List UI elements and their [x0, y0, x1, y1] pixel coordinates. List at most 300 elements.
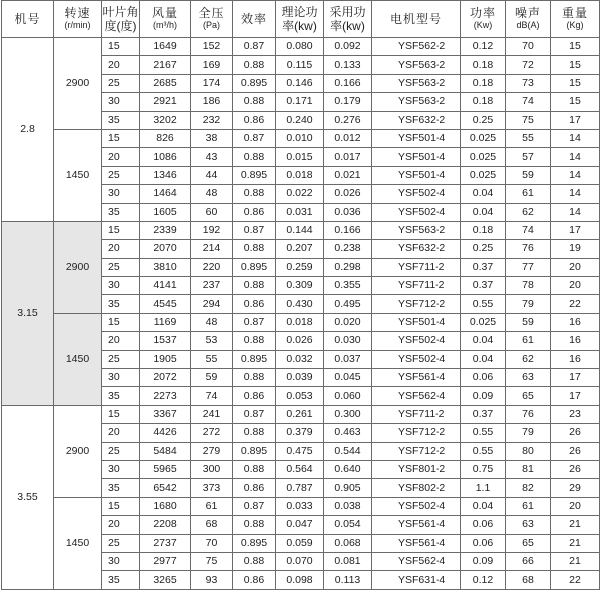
theoretical-power-cell: 0.018: [276, 166, 324, 184]
power-cell: 0.025: [461, 313, 506, 331]
noise-cell: 61: [506, 332, 551, 350]
blade-angle-cell: 35: [102, 111, 140, 129]
blade-angle-cell: 20: [102, 516, 140, 534]
efficiency-cell: 0.87: [233, 497, 276, 515]
air-volume-cell: 1649: [140, 38, 191, 56]
blade-angle-cell: 15: [102, 405, 140, 423]
adopted-power-cell: 0.495: [324, 295, 372, 313]
theoretical-power-cell: 0.032: [276, 350, 324, 368]
header-unit: (Kw): [473, 19, 493, 30]
efficiency-cell: 0.86: [233, 111, 276, 129]
motor-model-cell: YSF563-2: [372, 221, 461, 239]
adopted-power-cell: 0.300: [324, 405, 372, 423]
efficiency-cell: 0.87: [233, 405, 276, 423]
weight-cell: 17: [551, 111, 600, 129]
power-cell: 0.06: [461, 534, 506, 552]
header-unit: (m³/h): [153, 19, 177, 30]
noise-cell: 77: [506, 258, 551, 276]
blade-angle-cell: 25: [102, 74, 140, 92]
air-volume-cell: 1346: [140, 166, 191, 184]
adopted-power-cell: 0.068: [324, 534, 372, 552]
power-cell: 0.025: [461, 129, 506, 147]
total-pressure-cell: 59: [191, 369, 233, 387]
power-cell: 0.09: [461, 387, 506, 405]
motor-model-cell: YSF712-2: [372, 442, 461, 460]
total-pressure-cell: 61: [191, 497, 233, 515]
theoretical-power-cell: 0.039: [276, 369, 324, 387]
theoretical-power-cell: 0.430: [276, 295, 324, 313]
theoretical-power-cell: 0.309: [276, 277, 324, 295]
adopted-power-cell: 0.238: [324, 240, 372, 258]
adopted-power-cell: 0.038: [324, 497, 372, 515]
header-adopted-power: [324, 1, 372, 38]
header-label: 噪声: [514, 5, 541, 20]
adopted-power-cell: 0.133: [324, 56, 372, 74]
noise-cell: 61: [506, 185, 551, 203]
air-volume-cell: 1537: [140, 332, 191, 350]
noise-cell: 80: [506, 442, 551, 460]
adopted-power-cell: 0.060: [324, 387, 372, 405]
adopted-power-cell: 0.298: [324, 258, 372, 276]
motor-model-cell: YSF502-4: [372, 185, 461, 203]
power-cell: 0.12: [461, 38, 506, 56]
theoretical-power-cell: 0.259: [276, 258, 324, 276]
efficiency-cell: 0.88: [233, 552, 276, 570]
noise-cell: 81: [506, 460, 551, 478]
blade-angle-cell: 25: [102, 166, 140, 184]
efficiency-cell: 0.86: [233, 203, 276, 221]
speed-cell: 2900: [54, 38, 102, 130]
total-pressure-cell: 279: [191, 442, 233, 460]
total-pressure-cell: 68: [191, 516, 233, 534]
total-pressure-cell: 186: [191, 93, 233, 111]
blade-angle-cell: 20: [102, 332, 140, 350]
total-pressure-cell: 48: [191, 185, 233, 203]
motor-model-cell: YSF562-2: [372, 38, 461, 56]
power-cell: 0.04: [461, 203, 506, 221]
adopted-power-cell: 0.045: [324, 369, 372, 387]
header-label: 全压: [198, 5, 225, 20]
table-row: [2, 129, 600, 147]
weight-cell: 26: [551, 442, 600, 460]
total-pressure-cell: 174: [191, 74, 233, 92]
blade-angle-cell: 30: [102, 185, 140, 203]
weight-cell: 14: [551, 185, 600, 203]
motor-model-cell: YSF561-4: [372, 369, 461, 387]
header-label: 叶片角度(度): [102, 5, 139, 33]
motor-model-cell: YSF631-4: [372, 571, 461, 589]
total-pressure-cell: 43: [191, 148, 233, 166]
efficiency-cell: 0.895: [233, 74, 276, 92]
header-label: 理论功率(kw): [281, 5, 318, 33]
theoretical-power-cell: 0.070: [276, 552, 324, 570]
theoretical-power-cell: 0.031: [276, 203, 324, 221]
noise-cell: 70: [506, 38, 551, 56]
air-volume-cell: 5965: [140, 460, 191, 478]
power-cell: 0.18: [461, 74, 506, 92]
adopted-power-cell: 0.355: [324, 277, 372, 295]
power-cell: 0.55: [461, 442, 506, 460]
air-volume-cell: 2167: [140, 56, 191, 74]
air-volume-cell: 1169: [140, 313, 191, 331]
adopted-power-cell: 0.020: [324, 313, 372, 331]
blade-angle-cell: 30: [102, 460, 140, 478]
motor-model-cell: YSF711-2: [372, 405, 461, 423]
air-volume-cell: 1086: [140, 148, 191, 166]
air-volume-cell: 2737: [140, 534, 191, 552]
blade-angle-cell: 30: [102, 369, 140, 387]
theoretical-power-cell: 0.115: [276, 56, 324, 74]
header-unit: (Kg): [566, 19, 584, 30]
weight-cell: 22: [551, 295, 600, 313]
noise-cell: 74: [506, 221, 551, 239]
weight-cell: 14: [551, 203, 600, 221]
air-volume-cell: 2977: [140, 552, 191, 570]
weight-cell: 20: [551, 497, 600, 515]
header-label: 电机型号: [389, 11, 442, 26]
motor-model-cell: YSF501-4: [372, 129, 461, 147]
header-label: 风量: [151, 5, 178, 20]
weight-cell: 14: [551, 129, 600, 147]
air-volume-cell: 826: [140, 129, 191, 147]
theoretical-power-cell: 0.026: [276, 332, 324, 350]
power-cell: 0.09: [461, 552, 506, 570]
header-machine-no: [2, 1, 54, 38]
motor-model-cell: YSF562-4: [372, 387, 461, 405]
motor-model-cell: YSF562-4: [372, 552, 461, 570]
blade-angle-cell: 25: [102, 258, 140, 276]
total-pressure-cell: 152: [191, 38, 233, 56]
power-cell: 0.04: [461, 185, 506, 203]
machine-no-cell: 3.55: [2, 405, 54, 589]
air-volume-cell: 6542: [140, 479, 191, 497]
air-volume-cell: 2339: [140, 221, 191, 239]
adopted-power-cell: 0.463: [324, 424, 372, 442]
total-pressure-cell: 53: [191, 332, 233, 350]
noise-cell: 63: [506, 516, 551, 534]
weight-cell: 19: [551, 240, 600, 258]
motor-model-cell: YSF501-4: [372, 313, 461, 331]
theoretical-power-cell: 0.022: [276, 185, 324, 203]
air-volume-cell: 1464: [140, 185, 191, 203]
adopted-power-cell: 0.166: [324, 74, 372, 92]
air-volume-cell: 4426: [140, 424, 191, 442]
air-volume-cell: 3202: [140, 111, 191, 129]
motor-model-cell: YSF632-2: [372, 111, 461, 129]
motor-model-cell: YSF712-2: [372, 295, 461, 313]
weight-cell: 15: [551, 93, 600, 111]
weight-cell: 16: [551, 313, 600, 331]
power-cell: 0.06: [461, 369, 506, 387]
header-label: 效率: [240, 11, 267, 26]
table-body: [2, 38, 600, 590]
power-cell: 0.18: [461, 56, 506, 74]
adopted-power-cell: 0.026: [324, 185, 372, 203]
weight-cell: 29: [551, 479, 600, 497]
blade-angle-cell: 35: [102, 203, 140, 221]
adopted-power-cell: 0.054: [324, 516, 372, 534]
theoretical-power-cell: 0.059: [276, 534, 324, 552]
noise-cell: 65: [506, 534, 551, 552]
theoretical-power-cell: 0.053: [276, 387, 324, 405]
adopted-power-cell: 0.092: [324, 38, 372, 56]
blade-angle-cell: 20: [102, 56, 140, 74]
blade-angle-cell: 25: [102, 350, 140, 368]
header-speed: [54, 1, 102, 38]
weight-cell: 20: [551, 258, 600, 276]
weight-cell: 15: [551, 74, 600, 92]
header-unit: (r/min): [64, 19, 91, 30]
adopted-power-cell: 0.179: [324, 93, 372, 111]
adopted-power-cell: 0.905: [324, 479, 372, 497]
total-pressure-cell: 214: [191, 240, 233, 258]
efficiency-cell: 0.87: [233, 313, 276, 331]
air-volume-cell: 2921: [140, 93, 191, 111]
air-volume-cell: 1905: [140, 350, 191, 368]
noise-cell: 61: [506, 497, 551, 515]
adopted-power-cell: 0.276: [324, 111, 372, 129]
efficiency-cell: 0.86: [233, 479, 276, 497]
blade-angle-cell: 15: [102, 221, 140, 239]
power-cell: 0.55: [461, 424, 506, 442]
motor-model-cell: YSF501-4: [372, 148, 461, 166]
total-pressure-cell: 169: [191, 56, 233, 74]
weight-cell: 16: [551, 350, 600, 368]
efficiency-cell: 0.88: [233, 460, 276, 478]
header-label: 转速: [64, 5, 91, 20]
blade-angle-cell: 35: [102, 571, 140, 589]
power-cell: 0.06: [461, 516, 506, 534]
air-volume-cell: 3367: [140, 405, 191, 423]
weight-cell: 15: [551, 38, 600, 56]
noise-cell: 68: [506, 571, 551, 589]
theoretical-power-cell: 0.261: [276, 405, 324, 423]
efficiency-cell: 0.895: [233, 350, 276, 368]
total-pressure-cell: 74: [191, 387, 233, 405]
efficiency-cell: 0.88: [233, 56, 276, 74]
theoretical-power-cell: 0.080: [276, 38, 324, 56]
blade-angle-cell: 15: [102, 129, 140, 147]
header-efficiency: [233, 1, 276, 38]
noise-cell: 59: [506, 166, 551, 184]
theoretical-power-cell: 0.146: [276, 74, 324, 92]
efficiency-cell: 0.86: [233, 387, 276, 405]
power-cell: 0.04: [461, 350, 506, 368]
theoretical-power-cell: 0.564: [276, 460, 324, 478]
adopted-power-cell: 0.640: [324, 460, 372, 478]
weight-cell: 26: [551, 424, 600, 442]
motor-model-cell: YSF502-4: [372, 350, 461, 368]
total-pressure-cell: 272: [191, 424, 233, 442]
efficiency-cell: 0.88: [233, 369, 276, 387]
total-pressure-cell: 44: [191, 166, 233, 184]
theoretical-power-cell: 0.144: [276, 221, 324, 239]
power-cell: 0.55: [461, 295, 506, 313]
blade-angle-cell: 35: [102, 295, 140, 313]
motor-model-cell: YSF561-4: [372, 516, 461, 534]
weight-cell: 26: [551, 460, 600, 478]
speed-cell: 2900: [54, 405, 102, 497]
air-volume-cell: 1680: [140, 497, 191, 515]
adopted-power-cell: 0.113: [324, 571, 372, 589]
total-pressure-cell: 300: [191, 460, 233, 478]
air-volume-cell: 2070: [140, 240, 191, 258]
weight-cell: 21: [551, 516, 600, 534]
noise-cell: 74: [506, 93, 551, 111]
noise-cell: 59: [506, 313, 551, 331]
efficiency-cell: 0.87: [233, 38, 276, 56]
efficiency-cell: 0.88: [233, 240, 276, 258]
motor-model-cell: YSF561-4: [372, 534, 461, 552]
weight-cell: 21: [551, 534, 600, 552]
efficiency-cell: 0.86: [233, 295, 276, 313]
total-pressure-cell: 373: [191, 479, 233, 497]
noise-cell: 55: [506, 129, 551, 147]
power-cell: 0.25: [461, 111, 506, 129]
efficiency-cell: 0.88: [233, 185, 276, 203]
noise-cell: 82: [506, 479, 551, 497]
efficiency-cell: 0.87: [233, 221, 276, 239]
header-unit: dB(A): [516, 19, 540, 30]
adopted-power-cell: 0.017: [324, 148, 372, 166]
table-row: [2, 405, 600, 423]
power-cell: 0.37: [461, 258, 506, 276]
air-volume-cell: 4141: [140, 277, 191, 295]
motor-model-cell: YSF632-2: [372, 240, 461, 258]
blade-angle-cell: 20: [102, 240, 140, 258]
efficiency-cell: 0.87: [233, 129, 276, 147]
motor-model-cell: YSF712-2: [372, 424, 461, 442]
efficiency-cell: 0.895: [233, 166, 276, 184]
blade-angle-cell: 15: [102, 497, 140, 515]
motor-model-cell: YSF502-4: [372, 497, 461, 515]
blade-angle-cell: 20: [102, 148, 140, 166]
power-cell: 0.37: [461, 405, 506, 423]
power-cell: 0.25: [461, 240, 506, 258]
noise-cell: 62: [506, 203, 551, 221]
motor-model-cell: YSF502-4: [372, 332, 461, 350]
power-cell: 0.75: [461, 460, 506, 478]
power-cell: 1.1: [461, 479, 506, 497]
theoretical-power-cell: 0.379: [276, 424, 324, 442]
efficiency-cell: 0.88: [233, 93, 276, 111]
blade-angle-cell: 30: [102, 93, 140, 111]
speed-cell: 1450: [54, 313, 102, 405]
motor-model-cell: YSF502-4: [372, 203, 461, 221]
header-weight: [551, 1, 600, 38]
adopted-power-cell: 0.012: [324, 129, 372, 147]
table-row: [2, 497, 600, 515]
air-volume-cell: 3265: [140, 571, 191, 589]
header-label: 机号: [14, 11, 41, 26]
table-row: [2, 38, 600, 56]
total-pressure-cell: 55: [191, 350, 233, 368]
speed-cell: 1450: [54, 129, 102, 221]
weight-cell: 23: [551, 405, 600, 423]
efficiency-cell: 0.88: [233, 424, 276, 442]
noise-cell: 66: [506, 552, 551, 570]
power-cell: 0.025: [461, 148, 506, 166]
air-volume-cell: 3810: [140, 258, 191, 276]
adopted-power-cell: 0.166: [324, 221, 372, 239]
blade-angle-cell: 30: [102, 277, 140, 295]
total-pressure-cell: 241: [191, 405, 233, 423]
blade-angle-cell: 15: [102, 313, 140, 331]
efficiency-cell: 0.895: [233, 442, 276, 460]
adopted-power-cell: 0.021: [324, 166, 372, 184]
blade-angle-cell: 25: [102, 534, 140, 552]
weight-cell: 21: [551, 552, 600, 570]
air-volume-cell: 1605: [140, 203, 191, 221]
blade-angle-cell: 35: [102, 479, 140, 497]
table-row: [2, 221, 600, 239]
total-pressure-cell: 232: [191, 111, 233, 129]
noise-cell: 79: [506, 424, 551, 442]
weight-cell: 17: [551, 387, 600, 405]
theoretical-power-cell: 0.475: [276, 442, 324, 460]
efficiency-cell: 0.88: [233, 516, 276, 534]
total-pressure-cell: 38: [191, 129, 233, 147]
power-cell: 0.025: [461, 166, 506, 184]
noise-cell: 72: [506, 56, 551, 74]
blade-angle-cell: 30: [102, 552, 140, 570]
motor-model-cell: YSF563-2: [372, 93, 461, 111]
power-cell: 0.12: [461, 571, 506, 589]
power-cell: 0.18: [461, 93, 506, 111]
header-label: 功率: [469, 5, 496, 20]
air-volume-cell: 4545: [140, 295, 191, 313]
air-volume-cell: 2273: [140, 387, 191, 405]
noise-cell: 73: [506, 74, 551, 92]
motor-model-cell: YSF501-4: [372, 166, 461, 184]
motor-model-cell: YSF563-2: [372, 74, 461, 92]
motor-model-cell: YSF711-2: [372, 258, 461, 276]
power-cell: 0.37: [461, 277, 506, 295]
blade-angle-cell: 15: [102, 38, 140, 56]
efficiency-cell: 0.895: [233, 258, 276, 276]
power-cell: 0.18: [461, 221, 506, 239]
theoretical-power-cell: 0.015: [276, 148, 324, 166]
fan-performance-table: [1, 0, 600, 590]
noise-cell: 62: [506, 350, 551, 368]
weight-cell: 17: [551, 369, 600, 387]
header-air-volume: [140, 1, 191, 38]
header-motor-model: [372, 1, 461, 38]
total-pressure-cell: 192: [191, 221, 233, 239]
header-unit: (Pa): [202, 19, 220, 30]
total-pressure-cell: 60: [191, 203, 233, 221]
total-pressure-cell: 237: [191, 277, 233, 295]
speed-cell: 1450: [54, 497, 102, 589]
header-total-pressure: [191, 1, 233, 38]
machine-no-cell: 2.8: [2, 38, 54, 222]
total-pressure-cell: 93: [191, 571, 233, 589]
efficiency-cell: 0.88: [233, 148, 276, 166]
motor-model-cell: YSF802-2: [372, 479, 461, 497]
total-pressure-cell: 75: [191, 552, 233, 570]
weight-cell: 22: [551, 571, 600, 589]
header-theoretical-power: [276, 1, 324, 38]
motor-model-cell: YSF801-2: [372, 460, 461, 478]
header-label: 采用功率(kw): [329, 5, 366, 33]
air-volume-cell: 2208: [140, 516, 191, 534]
efficiency-cell: 0.895: [233, 534, 276, 552]
table-row: [2, 313, 600, 331]
header-blade-angle: [102, 1, 140, 38]
motor-model-cell: YSF563-2: [372, 56, 461, 74]
noise-cell: 57: [506, 148, 551, 166]
weight-cell: 17: [551, 221, 600, 239]
